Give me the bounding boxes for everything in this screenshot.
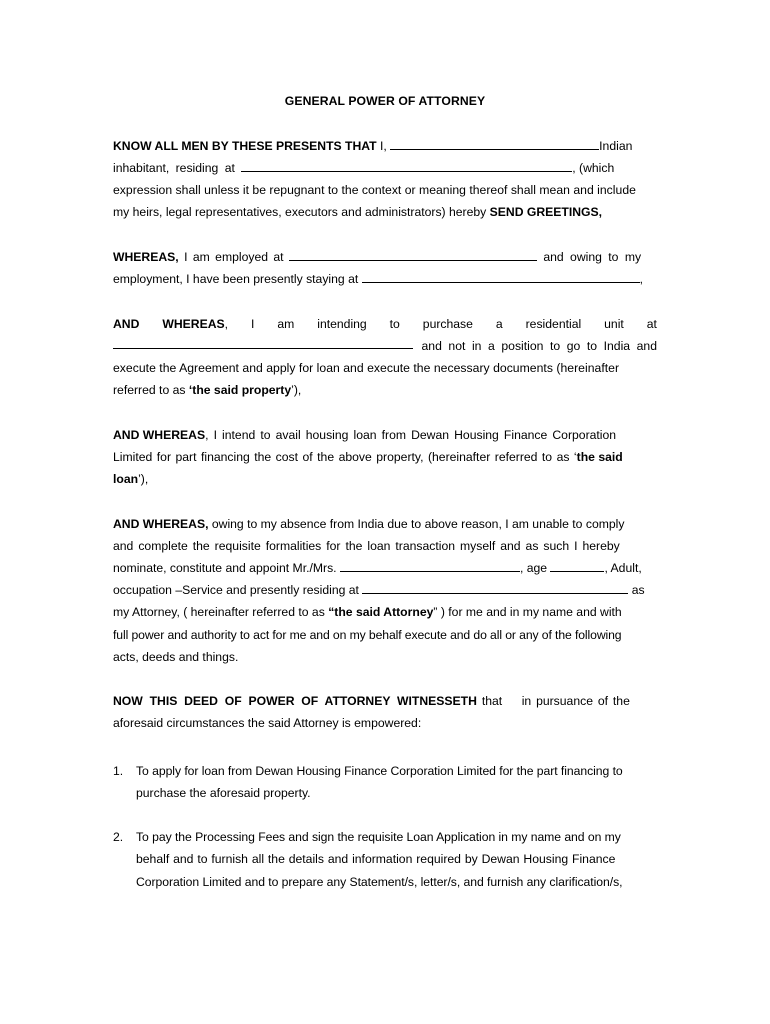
p2-lead: WHEREAS, [113, 250, 179, 264]
p6-text: that in pursuance of the [476, 694, 630, 708]
p4-text: , I intend to avail housing loan from Dewan Housing Finance Corporation [205, 428, 617, 442]
p3-text: , [224, 317, 229, 331]
p1-text: inhabitant, residing at [113, 161, 242, 175]
p3-word: intending [317, 317, 367, 331]
p5-text: occupation –Service and presently residing at [113, 583, 363, 597]
attorney-name-blank[interactable] [340, 560, 520, 572]
p1-line-1 [113, 137, 657, 155]
p5-text: , Adult, [604, 561, 642, 575]
p2-line-2 [113, 270, 657, 288]
p3-word: residential [525, 317, 582, 331]
item-1-number: 1. [113, 764, 124, 778]
p2-text: , [639, 272, 644, 286]
page-title: GENERAL POWER OF ATTORNEY [284, 94, 486, 108]
p2-line-1 [113, 248, 657, 266]
p3-word: I [251, 317, 255, 331]
p5-line-1 [113, 515, 657, 533]
p4-text: ’), [138, 472, 149, 486]
attorney-address-blank[interactable] [362, 582, 628, 594]
p3-line-1 [113, 315, 657, 333]
p3-word: am [277, 317, 295, 331]
item-2-line-2: behalf and to furnish all the details and information required by Dewan Housing Finance [136, 852, 616, 866]
p2-text: employment, I have been presently staying at [113, 272, 362, 286]
p2-text: and owing to my [536, 250, 642, 264]
p5-line-7: acts, deeds and things. [113, 650, 239, 664]
p1-text: I, [376, 139, 391, 153]
p5-text: as [628, 583, 645, 597]
p5-line-6: full power and authority to act for me and on my behalf execute and do all or any of the following [113, 628, 622, 642]
p3-line-2 [113, 337, 657, 355]
said-property: ‘the said property [188, 383, 292, 397]
p3-line-4 [113, 381, 657, 399]
stay-address-blank[interactable] [362, 271, 640, 283]
p4-line-2 [113, 448, 657, 466]
p3-text: referred to as [113, 383, 189, 397]
p3-word: a [495, 317, 503, 331]
p6-lead: NOW THIS DEED OF POWER OF ATTORNEY WITNESSETH [113, 694, 477, 708]
p3-text: and not in a position to go to India and [421, 339, 657, 353]
p5-text: nominate, constitute and appoint Mr./Mrs. [113, 561, 340, 575]
p4-line-1 [113, 426, 657, 444]
name-blank[interactable] [390, 138, 599, 150]
p1-line-4 [113, 203, 657, 221]
p3-lead-whereas [162, 315, 228, 333]
p5-line-5 [113, 603, 657, 621]
p6-line-1 [113, 692, 657, 710]
p5-text: ” ) for me and in my name and with [433, 605, 622, 619]
p4-line-3 [113, 470, 657, 488]
attorney-age-blank[interactable] [550, 560, 604, 572]
p3-word: at [646, 317, 657, 331]
p3-lead-and: AND [113, 317, 140, 331]
send-greetings: SEND GREETINGS, [489, 205, 603, 219]
p5-text: , age [519, 561, 551, 575]
p1-text: my heirs, legal representatives, executors and administrators) hereby [113, 205, 490, 219]
p3-word: purchase [422, 317, 473, 331]
said-attorney: “the said Attorney [328, 605, 434, 619]
p6-line-2: aforesaid circumstances the said Attorney is empowered: [113, 716, 422, 730]
p4-text: Limited for part financing the cost of the above property, (hereinafter referred to as ‘ [113, 450, 577, 464]
p5-lead: AND WHEREAS, [113, 517, 209, 531]
unit-blank[interactable] [113, 337, 413, 349]
p5-line-3 [113, 559, 657, 577]
p5-line-4 [113, 581, 657, 599]
residence-blank[interactable] [241, 160, 572, 172]
p5-text: my Attorney, ( hereinafter referred to as [113, 605, 329, 619]
item-1-line-2: purchase the aforesaid property. [136, 786, 311, 800]
p3-word: unit [604, 317, 624, 331]
p3-text: ’), [291, 383, 302, 397]
item-2-line-3: Corporation Limited and to prepare any Statement/s, letter/s, and furnish any clarification/s, [136, 875, 623, 889]
item-1-line-1: To apply for loan from Dewan Housing Finance Corporation Limited for the part financing to [136, 764, 623, 778]
p1-line-3: expression shall unless it be repugnant to the context or meaning thereof shall mean and include [113, 183, 636, 197]
p2-text: I am employed at [178, 250, 289, 264]
p3-line-3: execute the Agreement and apply for loan and execute the necessary documents (hereinafter [113, 361, 620, 375]
item-2-number: 2. [113, 830, 124, 844]
p1-lead: KNOW ALL MEN BY THESE PRESENTS THAT [113, 139, 377, 153]
said-loan-end: loan [113, 472, 139, 486]
p1-text: , (which [572, 161, 615, 175]
employer-blank[interactable] [289, 249, 537, 261]
p4-lead: AND WHEREAS [113, 428, 206, 442]
p3-word: to [389, 317, 400, 331]
item-2-line-1: To pay the Processing Fees and sign the requisite Loan Application in my name and on my [136, 830, 621, 844]
p1-line-2 [113, 159, 657, 177]
p5-text: owing to my absence from India due to above reason, I am unable to comply [208, 517, 625, 531]
said-loan: the said [576, 450, 623, 464]
p3-lead-word: WHEREAS [162, 317, 225, 331]
p1-text: Indian [599, 139, 633, 153]
p5-line-2: and complete the requisite formalities for the loan transaction myself and as such I hereby [113, 539, 620, 553]
